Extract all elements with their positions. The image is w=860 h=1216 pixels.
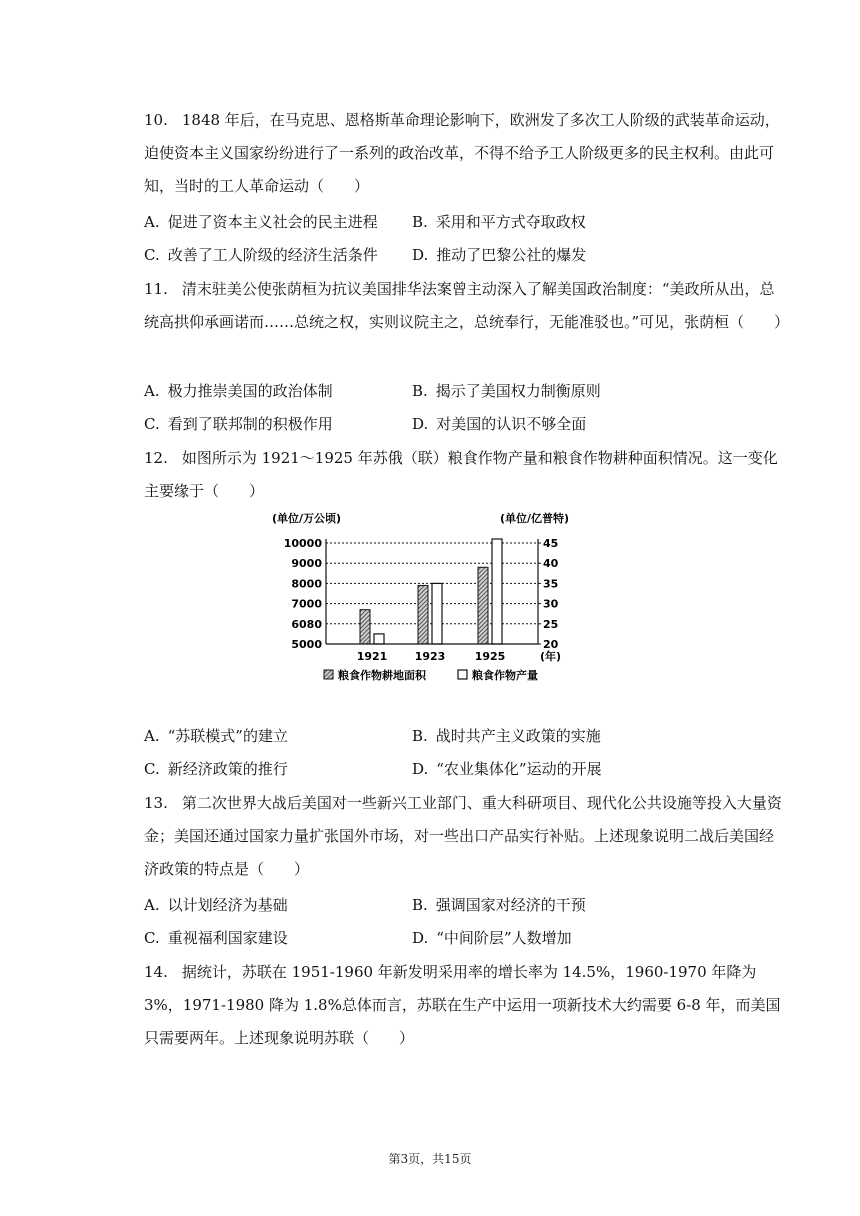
option-c[interactable]: C. 看到了联邦制的积极作用 (144, 415, 333, 433)
options-row (144, 889, 784, 922)
left-tick-label: 10000 (283, 537, 322, 550)
chart-bars (360, 539, 502, 644)
question-number: 11. (144, 280, 168, 298)
question-11 (144, 273, 790, 339)
bar-area-1925 (478, 567, 488, 644)
right-tick-label: 30 (543, 597, 559, 611)
right-tick-label: 25 (543, 617, 559, 631)
right-tick-label: 45 (543, 537, 559, 550)
question-number: 13. (144, 794, 168, 812)
option-b[interactable]: B. 采用和平方式夺取政权 (412, 213, 586, 231)
question-stem: 第二次世界大战后美国对一些新兴工业部门、重大科研项目、现代化公共设施等投入大量资金；美国还通过国家力量扩张国外市场，对一些出口产品实行补贴。上述现象说明二战后美国经济政策的特点是（ ） (144, 794, 782, 878)
left-tick-label: 9000 (291, 557, 322, 571)
x-tick-label: 1923 (414, 650, 446, 663)
chart-legend (324, 668, 538, 682)
option-d[interactable]: D. “中间阶层”人数增加 (412, 929, 572, 947)
x-tick-label: 1921 (356, 650, 388, 663)
right-axis-label: (单位/亿普特) (500, 512, 570, 525)
option-d[interactable]: D. 对美国的认识不够全面 (412, 415, 587, 433)
option-a[interactable]: A. “苏联模式”的建立 (144, 727, 288, 745)
options-row (144, 922, 784, 955)
option-b[interactable]: B. 揭示了美国权力制衡原则 (412, 382, 601, 400)
left-tick-label: 7000 (291, 597, 322, 611)
option-c[interactable]: C. 新经济政策的推行 (144, 760, 288, 778)
x-tick-label: 1925 (474, 650, 506, 663)
option-a[interactable]: A. 极力推崇美国的政治体制 (144, 382, 333, 400)
legend-swatch-area (324, 670, 333, 679)
option-a[interactable]: A. 以计划经济为基础 (144, 896, 288, 914)
right-tick-label: 35 (543, 577, 559, 591)
options-row (144, 720, 784, 753)
option-b[interactable]: B. 强调国家对经济的干预 (412, 896, 586, 914)
option-d[interactable]: D. “农业集体化”运动的开展 (412, 760, 602, 778)
question-number: 10. (144, 111, 168, 129)
option-a[interactable]: A. 促进了资本主义社会的民主进程 (144, 213, 378, 231)
grain-chart (268, 508, 598, 692)
left-tick-label: 8000 (291, 577, 322, 591)
question-12 (144, 442, 784, 508)
options-row (144, 239, 784, 272)
option-c[interactable]: C. 改善了工人阶级的经济生活条件 (144, 246, 378, 264)
bar-output-1923 (432, 583, 442, 644)
options-row (144, 753, 784, 786)
left-tick-label: 5000 (291, 638, 322, 651)
question-number: 14. (144, 963, 168, 981)
options-row (144, 375, 784, 408)
option-d[interactable]: D. 推动了巴黎公社的爆发 (412, 246, 587, 264)
question-13 (144, 787, 784, 886)
bar-area-1923 (418, 585, 428, 644)
question-stem: 如图所示为 1921～1925 年苏俄（联）粮食作物产量和粮食作物耕种面积情况。这一变化主要缘于（ ） (144, 449, 778, 500)
page-footer: 第3页，共15页 (388, 1152, 472, 1166)
options-row (144, 206, 784, 239)
question-stem: 1848 年后，在马克思、恩格斯革命理论影响下，欧洲发了多次工人阶级的武装革命运动，迫使资本主义国家纷纷进行了一系列的政治改革，不得不给予工人阶级更多的民主权利。由此可知，当时的工人革命运动（ ） (144, 111, 780, 195)
right-tick-label: 20 (543, 638, 559, 651)
question-stem: 清末驻美公使张荫桓为抗议美国排华法案曾主动深入了解美国政治制度：“美政所从出，总统高拱仰承画诺而……总统之权，实则议院主之，总统奉行，无能准驳也。”可见，张荫桓（ ） (144, 280, 790, 331)
options-row (144, 408, 784, 441)
question-10 (144, 104, 784, 203)
option-b[interactable]: B. 战时共产主义政策的实施 (412, 727, 601, 745)
legend-label-output: 粮食作物产量 (472, 669, 538, 682)
legend-label-area: 粮食作物耕地面积 (338, 669, 426, 682)
bar-output-1921 (374, 634, 384, 644)
bar-area-1921 (360, 610, 370, 644)
bar-output-1925 (492, 539, 502, 644)
right-tick-label: 40 (543, 557, 559, 571)
question-stem: 据统计，苏联在 1951-1960 年新发明采用率的增长率为 14.5%，1960-1970 年降为 3%，1971-1980 降为 1.8%总体而言，苏联在生产中运用一项新技术大约需要 6-8 年，而美国只需要两年。上述现象说明苏联（ ） (144, 963, 781, 1047)
question-number: 12. (144, 449, 168, 467)
left-axis-label: (单位/万公顷) (272, 512, 342, 525)
option-c[interactable]: C. 重视福利国家建设 (144, 929, 288, 947)
legend-swatch-output (458, 670, 467, 679)
x-unit-label: (年) (540, 650, 562, 663)
left-tick-label: 6080 (291, 617, 322, 631)
question-14 (144, 956, 784, 1055)
